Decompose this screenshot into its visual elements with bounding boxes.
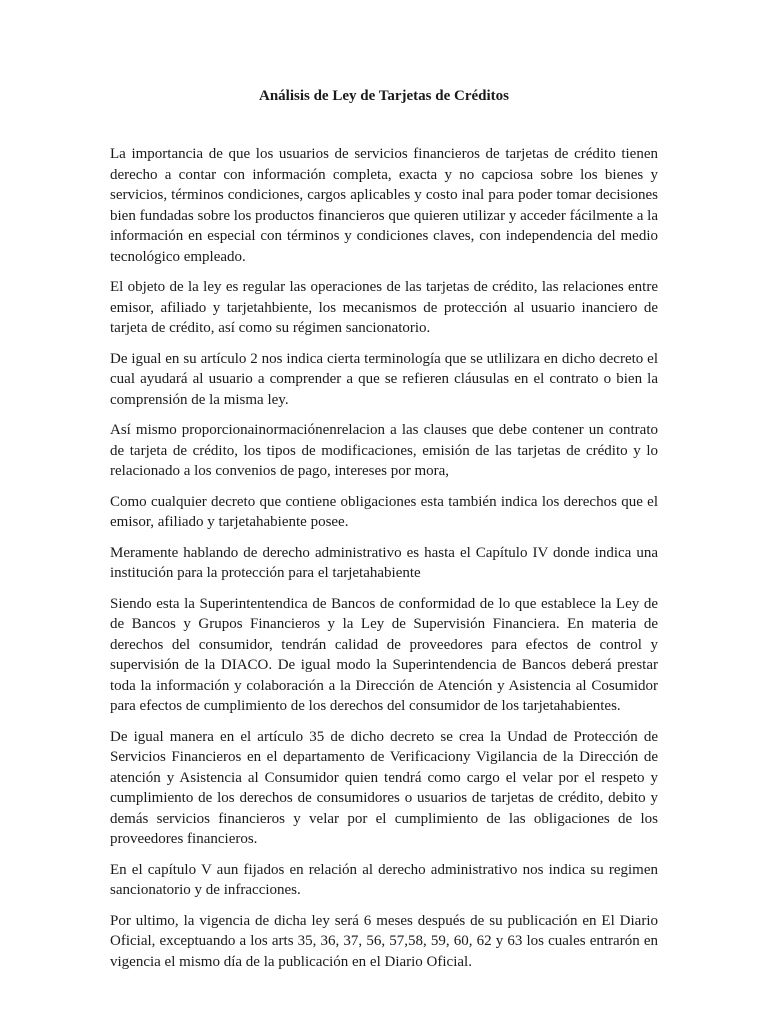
paragraph-4: Así mismo proporcionainormaciónenrelacion a las clauses que debe contener un contrato de tarjeta de crédito, los tipos de modificaciones, emisión de las tarjetas de crédito y lo relacionado a los convenios de pago, intereses por mora,: [110, 422, 658, 479]
paragraph-10: Por ultimo, la vigencia de dicha ley será 6 meses después de su publicación en El Diario Oficial, exceptuando a los arts 35, 36, 37, 56, 57,58, 59, 60, 62 y 63 los cuales entrarón en vigencia el mismo día de la publicación en el Diario Oficial.: [110, 912, 658, 970]
paragraph-2: El objeto de la ley es regular las operaciones de las tarjetas de crédito, las relaciones entre emisor, afiliado y tarjetahbiente, los mecanismos de protección al usuario inanciero de tarjeta de crédito, así como su régimen sancionatorio.: [110, 279, 658, 336]
paragraph-7: Siendo esta la Superintentendica de Bancos de conformidad de lo que establece la Ley de de Bancos y Grupos Financieros y la Ley de Supervisión Financiera. En materia de derechos del consumidor, tendrán calidad de proveedores para efectos de control y supervisión de la DIACO. De igual modo la Superintendencia de Bancos deberá prestar toda la información y colaboración a la Dirección de Atención y Asistencia al Cosumidor para efectos de cumplimiento de los derechos del consumidor de los tarjetahabientes.: [110, 595, 658, 714]
document-body: [110, 144, 658, 982]
paragraph-8: De igual manera en el artículo 35 de dicho decreto se crea la Undad de Protección de Servicios Financieros en el departamento de Verificaciony Vigilancia de la Dirección de atención y Asistencia al Consumidor quien tendrá como cargo el velar por el respeto y cumplimiento de los derechos de consumidores o usuarios de tarjetas de crédito, debito y demás servicios financieros y velar por el cumplimiento de las obligaciones de los proveedores financieros.: [110, 728, 658, 847]
paragraph-9: En el capítulo V aun fijados en relación al derecho administrativo nos indica su regimen sancionatorio y de infracciones.: [110, 861, 658, 898]
paragraph-3: De igual en su artículo 2 nos indica cierta terminología que se utlilizara en dicho decreto el cual ayudará al usuario a comprender a que se refieren cláusulas en el contrato o bien la comprensión de la misma ley.: [110, 350, 658, 408]
paragraph-1: La importancia de que los usuarios de servicios financieros de tarjetas de crédito tienen derecho a contar con información completa, exacta y no capciosa sobre los bienes y servicios, términos condiciones, cargos aplicables y costo inal para poder tomar decisiones bien fundadas sobre los productos financieros que quieren utilizar y acceder fácilmente a la información en especial con términos y condiciones claves, con independencia del medio tecnológico empleado.: [110, 146, 658, 265]
document-title: Análisis de Ley de Tarjetas de Créditos: [258, 88, 509, 104]
paragraph-6: Meramente hablando de derecho administrativo es hasta el Capítulo IV donde indica una institución para la protección para el tarjetahabiente: [110, 544, 658, 581]
paragraph-5: Como cualquier decreto que contiene obligaciones esta también indica los derechos que el emisor, afiliado y tarjetahabiente posee.: [110, 493, 658, 530]
